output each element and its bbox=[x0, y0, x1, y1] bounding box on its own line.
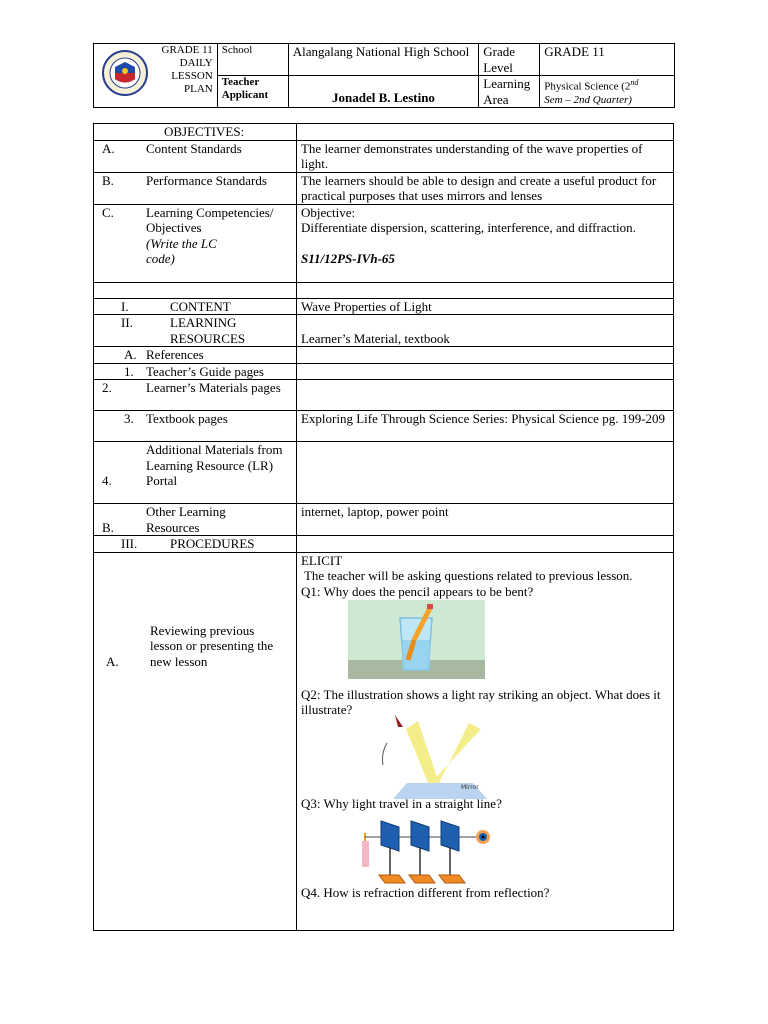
empty-cell bbox=[296, 380, 673, 411]
row-num: C. bbox=[102, 204, 114, 220]
empty-cell bbox=[296, 347, 673, 364]
row-label: Performance Standards bbox=[146, 172, 267, 188]
row-label: Learner’s Materials pages bbox=[146, 380, 281, 395]
row-label: LEARNING RESOURCES bbox=[170, 315, 246, 346]
empty-cell bbox=[296, 442, 673, 504]
learning-area-label: Learning Area bbox=[479, 76, 540, 108]
content-label bbox=[94, 298, 297, 315]
reflection-image bbox=[377, 713, 497, 807]
objective-text: Differentiate dispersion, scattering, interference, and diffraction. bbox=[300, 220, 636, 235]
tg-label bbox=[94, 363, 297, 380]
empty-cell bbox=[296, 124, 673, 141]
elicit-heading: ELICIT bbox=[300, 552, 343, 568]
references-label bbox=[94, 347, 297, 364]
row-label: Additional Materials from Learning Resource (LR) Portal bbox=[146, 442, 283, 488]
row-label: PROCEDURES bbox=[170, 536, 255, 551]
mirror-label: Mirror bbox=[460, 783, 479, 791]
empty-cell bbox=[296, 363, 673, 380]
objectives-heading: OBJECTIVES: bbox=[94, 124, 297, 141]
textbook-label bbox=[94, 411, 297, 442]
elicit-intro: The teacher will be asking questions related to previous lesson. bbox=[303, 568, 633, 583]
straight-line-image bbox=[359, 813, 499, 891]
row-label: References bbox=[146, 347, 204, 362]
row-num: 2. bbox=[102, 380, 112, 395]
row-num: 4. bbox=[102, 473, 112, 488]
teacher-label: Teacher Applicant bbox=[217, 76, 288, 108]
resources-label bbox=[94, 315, 297, 347]
row-label: Learning Competencies/ Objectives bbox=[146, 204, 274, 235]
performance-standards-value: The learners should be able to design and create a useful product for practical purposes that uses mirrors and lenses bbox=[296, 172, 673, 204]
row-num: B. bbox=[102, 519, 114, 535]
review-label-cell bbox=[94, 552, 297, 930]
question-4: Q4. How is refraction different from reflection? bbox=[300, 884, 550, 900]
resources-value: Learner’s Material, textbook bbox=[296, 315, 673, 347]
row-num: A. bbox=[102, 140, 115, 156]
other-resources-value: internet, laptop, power point bbox=[296, 504, 673, 536]
row-num: II. bbox=[121, 315, 133, 330]
objective-label: Objective: bbox=[300, 204, 356, 220]
content-standards-label bbox=[94, 140, 297, 172]
row-label: Textbook pages bbox=[146, 411, 228, 426]
row-label: CONTENT bbox=[170, 298, 231, 314]
header-table bbox=[93, 43, 675, 108]
lc-code: S11/12PS-IVh-65 bbox=[300, 250, 395, 266]
other-resources-label bbox=[94, 504, 297, 536]
grade-line: GRADE 11 bbox=[161, 44, 213, 56]
row-label: Reviewing previous lesson or presenting the new lesson bbox=[150, 622, 274, 669]
row-num: B. bbox=[102, 172, 114, 188]
lc-code-note: (Write the LC code) bbox=[146, 235, 217, 266]
row-num: III. bbox=[121, 536, 138, 551]
pencil-glass-image bbox=[348, 600, 485, 683]
grade-level-label: Grade Level bbox=[479, 44, 540, 76]
learning-area-value bbox=[540, 76, 675, 108]
learning-area-rest: Sem – 2nd Quarter) bbox=[544, 93, 632, 106]
procedures-label bbox=[94, 536, 297, 553]
school-name: Alangalang National High School bbox=[288, 44, 479, 76]
lesson-plan-table bbox=[93, 123, 674, 931]
question-3: Q3: Why light travel in a straight line? bbox=[300, 795, 502, 811]
question-2: Q2: The illustration shows a light ray striking an object. What does it illustrate? bbox=[300, 686, 661, 717]
learning-area-text: Physical Science (2 bbox=[544, 80, 631, 93]
content-value: Wave Properties of Light bbox=[296, 298, 673, 315]
review-label bbox=[98, 623, 292, 670]
row-num: 3. bbox=[124, 411, 134, 426]
spacer-cell bbox=[94, 282, 297, 298]
content-standards-value: The learner demonstrates understanding of the wave properties of light. bbox=[296, 140, 673, 172]
grade-box bbox=[94, 44, 218, 108]
competencies-label bbox=[94, 204, 297, 282]
question-1: Q1: Why does the pencil appears to be bent? bbox=[300, 583, 534, 599]
row-label: Content Standards bbox=[146, 140, 242, 156]
row-num: A. bbox=[124, 347, 137, 362]
school-label: School bbox=[217, 44, 288, 76]
empty-cell bbox=[296, 536, 673, 553]
row-label: Other Learning Resources bbox=[146, 504, 226, 535]
learning-area-sup: nd bbox=[630, 78, 639, 87]
daily-line: DAILY bbox=[179, 57, 213, 69]
row-label: Teacher’s Guide pages bbox=[146, 363, 264, 379]
teacher-name: Jonadel B. Lestino bbox=[288, 76, 479, 108]
lm-label bbox=[94, 380, 297, 411]
competencies-value bbox=[296, 204, 673, 282]
plan-line: PLAN bbox=[184, 83, 213, 95]
row-num: A. bbox=[106, 653, 119, 669]
performance-standards-label bbox=[94, 172, 297, 204]
grade-level-value: GRADE 11 bbox=[540, 44, 675, 76]
row-num: I. bbox=[121, 298, 129, 314]
textbook-value: Exploring Life Through Science Series: Physical Science pg. 199-209 bbox=[296, 411, 673, 442]
spacer-cell bbox=[296, 282, 673, 298]
review-content bbox=[296, 552, 673, 930]
additional-materials-label bbox=[94, 442, 297, 504]
row-num: 1. bbox=[124, 363, 134, 379]
lesson-line: LESSON bbox=[171, 70, 213, 82]
